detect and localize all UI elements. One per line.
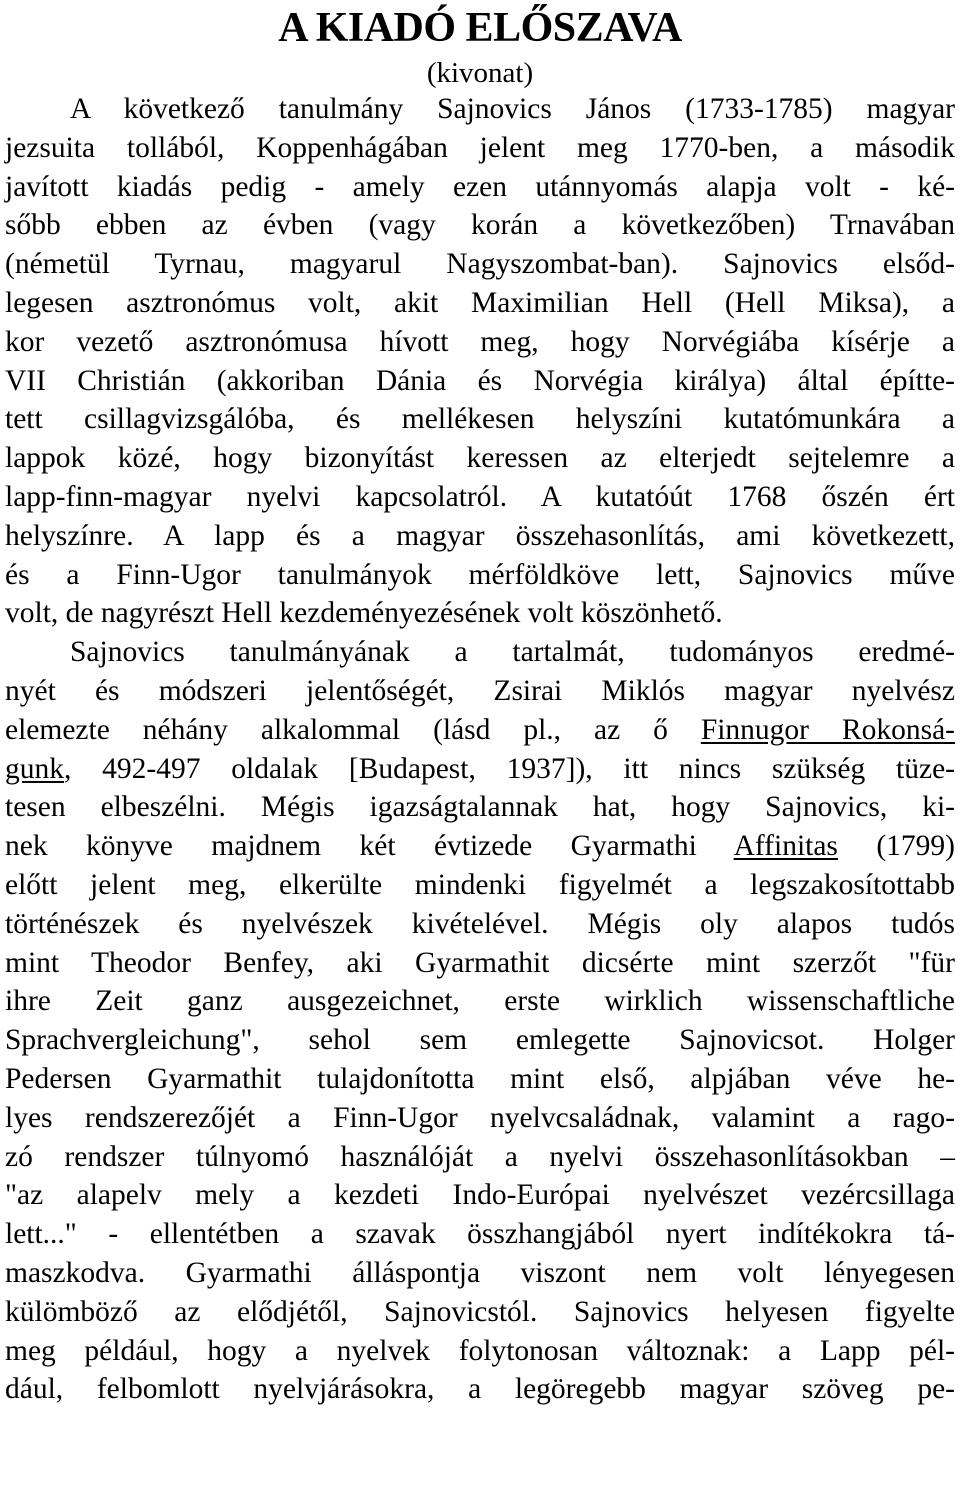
paragraph-line: lapp-finn-magyar nyelvi kapcsolatról. A kutatóút 1768 őszén ért xyxy=(5,480,955,513)
paragraph-line: tesen elbeszélni. Mégis igazságtalannak hat, hogy Sajnovics, ki- xyxy=(5,791,955,824)
paragraph-line: jezsuita tollából, Koppenhágában jelent meg 1770-ben, a második xyxy=(5,131,955,164)
paragraph-line: mint Theodor Benfey, aki Gyarmathit dicsérte mint szerzőt "für xyxy=(5,946,955,979)
paragraph-line: történészek és nyelvészek kivételével. Mégis oly alapos tudós xyxy=(5,907,955,940)
paragraph-line xyxy=(5,827,955,866)
paragraph-line: ihre Zeit ganz ausgezeichnet, erste wirklich wissenschaftliche xyxy=(5,985,955,1018)
paragraph-line: (németül Tyrnau, magyarul Nagyszombat-ban). Sajnovics elsőd- xyxy=(5,248,955,281)
paragraph-line: kor vezető asztronómusa hívott meg, hogy Norvégiába kísérje a xyxy=(5,325,955,358)
paragraph-line: A következő tanulmány Sajnovics János (1733-1785) magyar xyxy=(70,93,955,125)
paragraph-line: legesen asztronómus volt, akit Maximilian Hell (Hell Miksa), a xyxy=(5,286,955,319)
paragraph-line: Sajnovics tanulmányának a tartalmát, tudományos eredmé- xyxy=(70,636,955,669)
paragraph-text: elemezte néhány alkalommal (lásd pl., az ő xyxy=(5,713,701,746)
document-title: A KIADÓ ELŐSZAVA xyxy=(278,5,682,51)
paragraph-line: volt, de nagyrészt Hell kezdeményezésének volt köszönhető. xyxy=(5,597,723,630)
paragraph-line xyxy=(5,750,955,789)
paragraph-line: VII Christián (akkoriban Dánia és Norvégia királya) által építte- xyxy=(5,364,955,397)
paragraph-line: lett..." - ellentétben a szavak összhangjából nyert indítékokra tá- xyxy=(5,1218,955,1251)
paragraph-line: külömböző az elődjétől, Sajnovicstól. Sajnovics helyesen figyelte xyxy=(5,1295,955,1328)
paragraph-line: javított kiadás pedig - amely ezen utánnyomás alapja volt - ké- xyxy=(5,170,955,203)
paragraph-text: , 492-497 oldalak [Budapest, 1937]), itt nincs szükség tüze- xyxy=(64,752,955,785)
document-subtitle: (kivonat) xyxy=(426,57,534,89)
paragraph-line: helyszínre. A lapp és a magyar összehasonlítás, ami következett, xyxy=(5,519,955,552)
paragraph-line: lappok közé, hogy bizonyítást keressen az elterjedt sejtelemre a xyxy=(5,442,955,475)
paragraph-text: (1799) xyxy=(837,830,955,863)
paragraph-line xyxy=(5,711,955,750)
book-title-affinitas: Affinitas xyxy=(733,830,838,863)
paragraph-line: dául, felbomlott nyelvjárásokra, a legöregebb magyar szöveg pe- xyxy=(5,1373,955,1406)
paragraph-line: nyét és módszeri jelentőségét, Zsirai Miklós magyar nyelvész xyxy=(5,674,955,707)
paragraph-line: előtt jelent meg, elkerülte mindenki figyelmét a legszakosítottabb xyxy=(5,868,955,901)
paragraph-line: "az alapelv mely a kezdeti Indo-Európai nyelvészet vezércsillaga xyxy=(5,1179,955,1212)
paragraph-1 xyxy=(5,90,955,633)
paragraph-2 xyxy=(5,633,955,1409)
paragraph-line: Pedersen Gyarmathit tulajdonította mint első, alpjában véve he- xyxy=(5,1062,955,1095)
paragraph-line: lyes rendszerezőjét a Finn-Ugor nyelvcsaládnak, valamint a rago- xyxy=(5,1101,955,1134)
paragraph-line: és a Finn-Ugor tanulmányok mérföldköve lett, Sajnovics műve xyxy=(5,558,955,591)
paragraph-line: tett csillagvizsgálóba, és mellékesen helyszíni kutatómunkára a xyxy=(5,403,955,436)
paragraph-line: maszkodva. Gyarmathi álláspontja viszont nem volt lényegesen xyxy=(5,1256,955,1289)
paragraph-line: meg például, hogy a nyelvek folytonosan változnak: a Lapp pél- xyxy=(5,1334,955,1367)
book-title-finnugor-rokonsagunk-end: gunk xyxy=(5,752,64,785)
paragraph-line: Sprachvergleichung", sehol sem emlegette Sajnovicsot. Holger xyxy=(5,1024,955,1057)
book-title-finnugor-rokonsagunk: Finnugor Rokonsá- xyxy=(700,713,956,746)
paragraph-line: zó rendszer túlnyomó használóját a nyelvi összehasonlításokban – xyxy=(5,1140,955,1173)
paragraph-text: nek könyve majdnem két évtizede Gyarmathi xyxy=(5,830,734,863)
paragraph-line: sőbb ebben az évben (vagy korán a következőben) Trnavában xyxy=(5,209,955,242)
